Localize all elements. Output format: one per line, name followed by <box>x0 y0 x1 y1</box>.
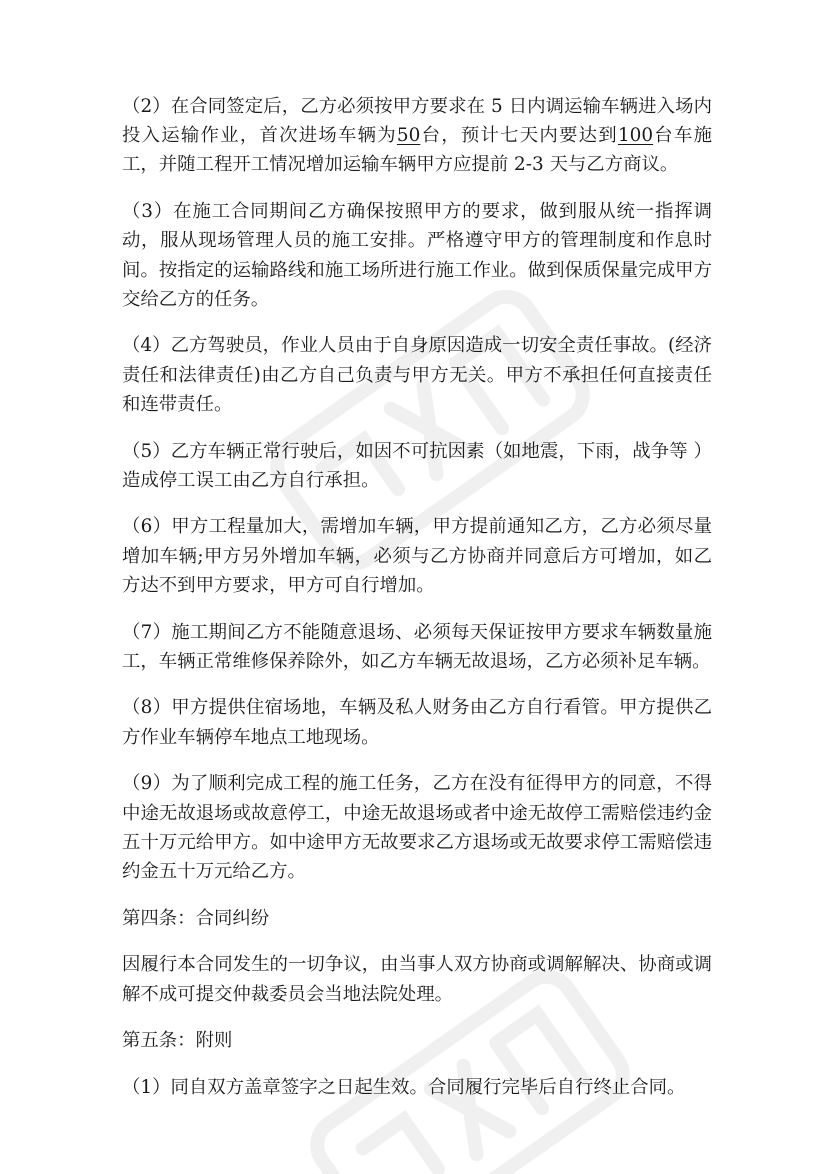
paragraph-clause-5 <box>122 437 712 495</box>
text-run: 台车施工，并随工程开工情况增加运输车辆甲方应提前 2-3 天与乙方商议。 <box>122 125 712 176</box>
paragraph-clause-7 <box>122 618 712 676</box>
paragraph-clause-6 <box>122 512 712 600</box>
paragraph-heading-article-5 <box>122 1026 712 1055</box>
text-run: （2）在合同签定后，乙方必须按甲方要求在 5 日内调运输车辆进入场内投入运输作业，首次进场车辆为 <box>122 96 712 147</box>
paragraph-article-4-body <box>122 950 712 1008</box>
paragraph-clause-3 <box>122 197 712 314</box>
text-run: （6）甲方工程量加大，需增加车辆，甲方提前通知乙方，乙方必须尽量增加车辆;甲方另外增加车辆，必须与乙方协商并同意后方可增加，如乙方达不到甲方要求，甲方可自行增加。 <box>122 516 712 596</box>
text-run: 第四条：合同纠纷 <box>122 907 270 929</box>
text-run: 因履行本合同发生的一切争议，由当事人双方协商或调解解决、协商或调解不成可提交仲裁委员会当地法院处理。 <box>122 954 712 1005</box>
text-run: （7）施工期间乙方不能随意退场、必须每天保证按甲方要求车辆数量施工，车辆正常维修保养除外，如乙方车辆无故退场，乙方必须补足车辆。 <box>122 621 712 672</box>
text-run: （4）乙方驾驶员，作业人员由于自身原因造成一切安全责任事故。(经济责任和法律责任)由乙方自己负责与甲方无关。甲方不承担任何直接责任和连带责任。 <box>122 335 712 415</box>
text-run: （1）同自双方盖章签字之日起生效。合同履行完毕后自行终止合同。 <box>122 1076 686 1098</box>
text-run: （8）甲方提供住宿场地，车辆及私人财务由乙方自行看管。甲方提供乙方作业车辆停车地点工地现场。 <box>122 697 712 748</box>
underlined-value: 100 <box>617 125 654 147</box>
paragraph-clause-2 <box>122 92 712 180</box>
paragraph-article-5-clause-1 <box>122 1073 712 1102</box>
text-run: （9）为了顺利完成工程的施工任务，乙方在没有征得甲方的同意，不得中途无故退场或故意停工，中途无故退场或者中途无故停工需赔偿违约金五十万元给甲方。如中途甲方无故要求乙方退场或无故要求停工需赔偿违约金五十万元给乙方。 <box>122 773 712 882</box>
paragraph-clause-4 <box>122 331 712 419</box>
underlined-value: 50 <box>396 125 421 147</box>
text-run: （3）在施工合同期间乙方确保按照甲方的要求，做到服从统一指挥调动，服从现场管理人员的施工安排。严格遵守甲方的管理制度和作息时间。按指定的运输路线和施工场所进行施工作业。做到保质保量完成甲方交给乙方的任务。 <box>122 201 712 310</box>
text-run: （5）乙方车辆正常行驶后，如因不可抗因素（如地震，下雨，战争等 ）造成停工误工由乙方自行承担。 <box>122 440 712 491</box>
paragraph-clause-9 <box>122 769 712 886</box>
document-body <box>122 92 712 1120</box>
paragraph-clause-8 <box>122 693 712 751</box>
paragraph-heading-article-4 <box>122 904 712 933</box>
text-run: 台，预计七天内要达到 <box>420 125 618 147</box>
text-run: 第五条：附则 <box>122 1030 233 1052</box>
